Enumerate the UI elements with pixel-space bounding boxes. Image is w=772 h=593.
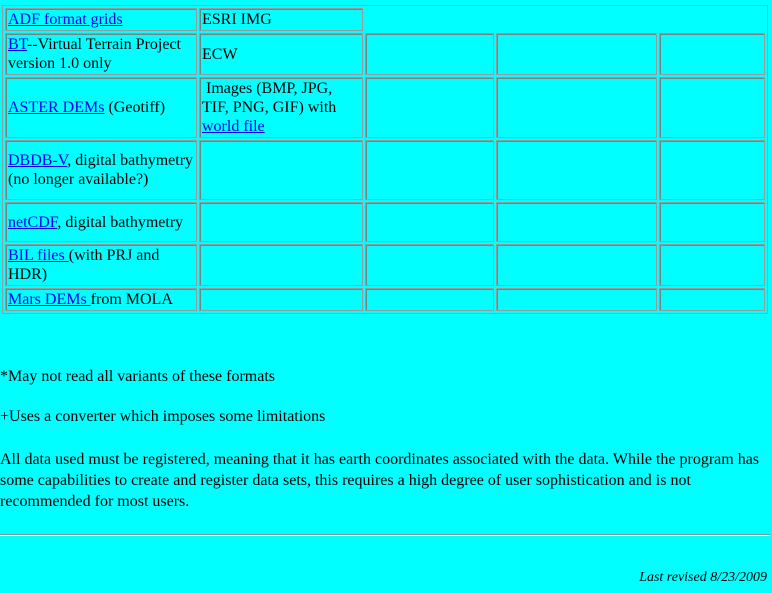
format-cell — [199, 244, 363, 286]
format-cell — [5, 77, 197, 138]
empty-cell — [659, 288, 765, 311]
format-description: Images (BMP, JPG, TIF, PNG, GIF) with — [202, 80, 341, 116]
table-row — [5, 140, 765, 200]
format-description: , digital bathymetry — [57, 213, 184, 231]
empty-cell — [365, 77, 494, 138]
format-cell — [5, 33, 197, 75]
format-description: (Geotiff) — [104, 99, 166, 116]
format-description: ECW — [202, 45, 238, 63]
empty-cell — [659, 244, 765, 286]
last-revised: Last revised 8/23/2009 — [639, 570, 767, 585]
empty-cell — [659, 77, 765, 138]
format-cell — [5, 8, 197, 31]
empty-cell — [659, 33, 765, 75]
format-cell — [199, 77, 363, 138]
format-link[interactable]: Mars DEMs — [8, 291, 91, 308]
format-cell — [5, 244, 197, 286]
format-link[interactable]: ASTER DEMs — [8, 99, 105, 116]
format-cell — [199, 288, 363, 311]
empty-cell — [496, 202, 657, 242]
table-row — [5, 33, 765, 75]
format-cell — [5, 202, 197, 242]
empty-cell — [365, 8, 765, 31]
format-link[interactable]: BT — [8, 36, 27, 53]
empty-cell — [496, 140, 657, 200]
table-row — [5, 244, 765, 286]
format-description: , digital bathymetry (no longer available?) — [8, 152, 194, 188]
format-description: --Virtual Terrain Project version 1.0 only — [8, 36, 181, 72]
format-cell — [199, 8, 363, 31]
horizontal-rule — [0, 534, 770, 536]
table-row — [5, 288, 765, 311]
note-partial-read: *May not read all variants of these formats — [0, 368, 276, 385]
format-link[interactable]: BIL files — [8, 247, 69, 264]
format-cell — [199, 140, 363, 200]
empty-cell — [365, 202, 494, 242]
format-link[interactable]: DBDB-V — [8, 152, 68, 169]
empty-cell — [496, 244, 657, 286]
empty-cell — [659, 140, 765, 200]
format-cell — [5, 288, 197, 311]
formats-table — [2, 5, 768, 314]
empty-cell — [496, 33, 657, 75]
format-description: ESRI IMG — [202, 11, 272, 28]
empty-cell — [496, 77, 657, 138]
empty-cell — [659, 202, 765, 242]
format-link[interactable]: ADF format grids — [8, 11, 123, 28]
format-description: (with PRJ and HDR) — [8, 247, 160, 283]
format-link[interactable]: netCDF — [8, 213, 58, 231]
empty-cell — [496, 288, 657, 311]
note-converter: +Uses a converter which imposes some limitations — [0, 408, 326, 425]
format-cell — [199, 202, 363, 242]
format-description: from MOLA — [90, 291, 173, 308]
world-file-link[interactable]: world file — [202, 118, 265, 135]
format-cell — [199, 33, 363, 75]
format-cell — [5, 140, 197, 200]
empty-cell — [365, 140, 494, 200]
empty-cell — [365, 244, 494, 286]
table-row — [5, 202, 765, 242]
note-registration: All data used must be registered, meaning that it has earth coordinates associated with the data. While the program has some capabilities to create and register data sets, this requires a high degree of user sophistication and is not recommended for most users. — [0, 451, 760, 510]
table-row — [5, 8, 765, 31]
empty-cell — [365, 288, 494, 311]
table-row — [5, 77, 765, 138]
empty-cell — [365, 33, 494, 75]
